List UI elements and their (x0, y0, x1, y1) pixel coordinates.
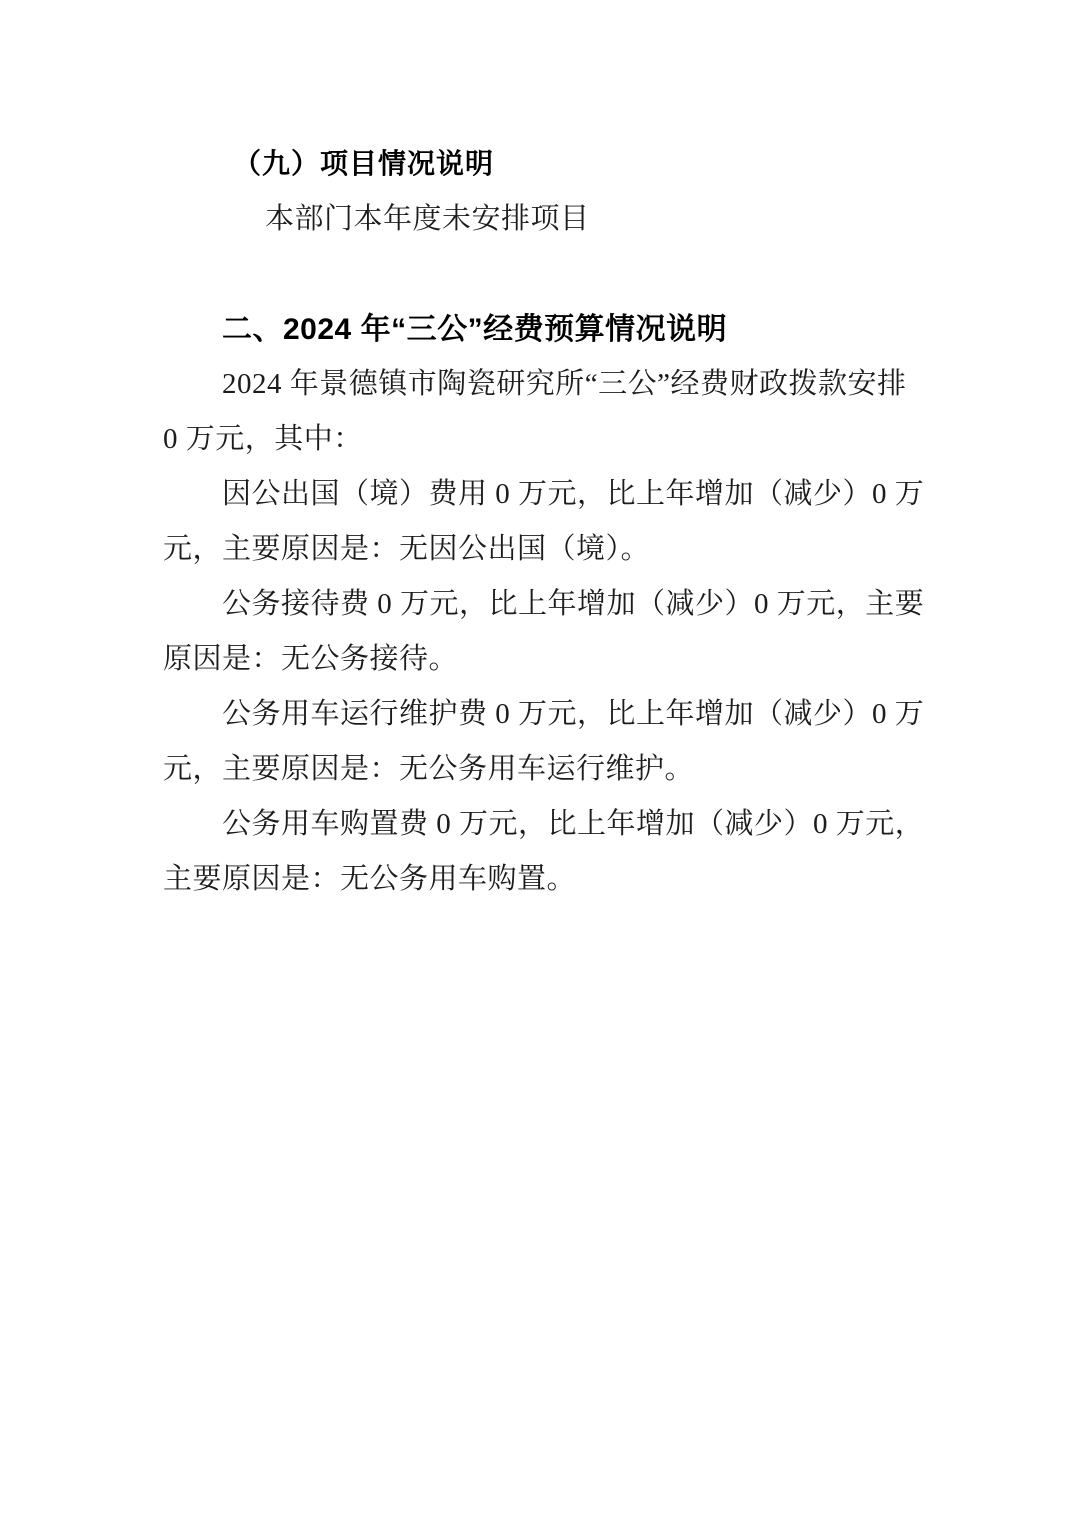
body-line: 因公出国（境）费用 0 万元，比上年增加（减少）0 万 (222, 478, 925, 510)
body-line: 元，主要原因是：无公务用车运行维护。 (163, 753, 695, 785)
body-line: 0 万元，其中： (163, 423, 363, 455)
document-content (163, 137, 925, 907)
body-line: 原因是：无公务接待。 (163, 643, 459, 675)
section-sangong-heading: 二、2024 年“三公”经费预算情况说明 (222, 313, 728, 346)
body-line: 公务接待费 0 万元，比上年增加（减少）0 万元，主要 (222, 588, 925, 620)
body-line: 公务用车购置费 0 万元，比上年增加（减少）0 万元， (222, 808, 925, 840)
body-line: 元，主要原因是：无因公出国（境）。 (163, 533, 651, 565)
blank-line-spacer (163, 247, 910, 302)
body-line: 主要原因是：无公务用车购置。 (163, 863, 577, 895)
body-line: 公务用车运行维护费 0 万元，比上年增加（减少）0 万 (222, 698, 925, 730)
no-project-line: 本部门本年度未安排项目 (265, 203, 590, 235)
section-project-heading: （九）项目情况说明 (233, 149, 495, 180)
body-line: 2024 年景德镇市陶瓷研究所“三公”经费财政拨款安排 (222, 368, 907, 400)
